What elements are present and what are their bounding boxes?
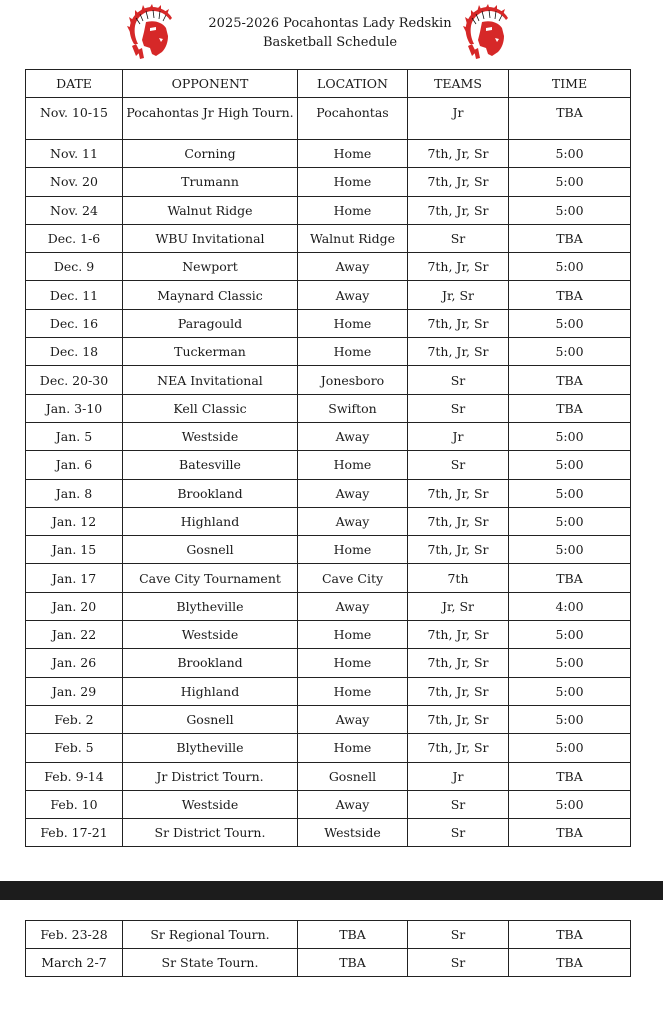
table-row [26, 762, 631, 790]
time-cell: TBA [509, 819, 631, 847]
time-cell: 5:00 [509, 705, 631, 733]
location-cell: Away [298, 422, 408, 450]
table-row [26, 790, 631, 818]
opponent-cell: Jr District Tourn. [123, 762, 298, 790]
teams-cell: Sr [408, 819, 509, 847]
date-cell: Jan. 3-10 [26, 394, 123, 422]
time-cell: 5:00 [509, 196, 631, 224]
time-cell: 4:00 [509, 592, 631, 620]
teams-cell: 7th, Jr, Sr [408, 309, 509, 337]
location-cell: Home [298, 677, 408, 705]
opponent-cell: Sr Regional Tourn. [123, 921, 298, 949]
table-row [26, 621, 631, 649]
opponent-cell: Kell Classic [123, 394, 298, 422]
date-cell: Jan. 12 [26, 507, 123, 535]
teams-cell: 7th, Jr, Sr [408, 734, 509, 762]
table-row [26, 949, 631, 977]
time-cell: TBA [509, 762, 631, 790]
time-cell: 5:00 [509, 536, 631, 564]
teams-cell: 7th, Jr, Sr [408, 140, 509, 168]
opponent-cell: Westside [123, 422, 298, 450]
opponent-cell: NEA Invitational [123, 366, 298, 394]
location-cell: Away [298, 253, 408, 281]
location-cell: Swifton [298, 394, 408, 422]
section-divider-band [0, 881, 663, 900]
location-cell: Home [298, 168, 408, 196]
table-row [26, 224, 631, 252]
table-row [26, 479, 631, 507]
opponent-cell: WBU Invitational [123, 224, 298, 252]
date-cell: Nov. 11 [26, 140, 123, 168]
table-row [26, 196, 631, 224]
time-cell: 5:00 [509, 621, 631, 649]
teams-cell: 7th, Jr, Sr [408, 649, 509, 677]
opponent-cell: Highland [123, 677, 298, 705]
date-cell: Jan. 17 [26, 564, 123, 592]
table-row [26, 281, 631, 309]
table-row [26, 536, 631, 564]
opponent-cell: Corning [123, 140, 298, 168]
location-cell: Away [298, 592, 408, 620]
teams-cell: Jr [408, 422, 509, 450]
location-cell: Home [298, 649, 408, 677]
date-cell: Dec. 20-30 [26, 366, 123, 394]
page-header [0, 0, 663, 66]
table-row [26, 734, 631, 762]
table-row [26, 705, 631, 733]
location-cell: TBA [298, 949, 408, 977]
teams-cell: Sr [408, 224, 509, 252]
teams-cell: 7th, Jr, Sr [408, 479, 509, 507]
teams-cell: Jr [408, 98, 509, 140]
title-line-1: 2025-2026 Pocahontas Lady Redskin [208, 16, 452, 31]
date-cell: Jan. 6 [26, 451, 123, 479]
opponent-cell: Walnut Ridge [123, 196, 298, 224]
time-cell: 5:00 [509, 790, 631, 818]
teams-cell: Jr, Sr [408, 592, 509, 620]
table-row [26, 309, 631, 337]
redskin-headdress-logo-icon [126, 4, 182, 60]
table-row [26, 507, 631, 535]
location-cell: Westside [298, 819, 408, 847]
opponent-cell: Gosnell [123, 536, 298, 564]
date-cell: Jan. 15 [26, 536, 123, 564]
location-cell: Walnut Ridge [298, 224, 408, 252]
table-row [26, 422, 631, 450]
time-cell: TBA [509, 366, 631, 394]
date-cell: Nov. 20 [26, 168, 123, 196]
location-cell: Away [298, 790, 408, 818]
location-cell: Away [298, 705, 408, 733]
table-row [26, 649, 631, 677]
opponent-cell: Sr State Tourn. [123, 949, 298, 977]
table-row [26, 168, 631, 196]
table-row [26, 366, 631, 394]
opponent-cell: Highland [123, 507, 298, 535]
table-row [26, 677, 631, 705]
teams-cell: 7th, Jr, Sr [408, 196, 509, 224]
time-cell: TBA [509, 921, 631, 949]
date-cell: Dec. 1-6 [26, 224, 123, 252]
date-cell: Dec. 16 [26, 309, 123, 337]
date-cell: Feb. 23-28 [26, 921, 123, 949]
time-cell: 5:00 [509, 309, 631, 337]
date-cell: Jan. 26 [26, 649, 123, 677]
teams-cell: Sr [408, 921, 509, 949]
column-header-location: LOCATION [298, 70, 408, 98]
opponent-cell: Blytheville [123, 592, 298, 620]
location-cell: Pocahontas [298, 98, 408, 140]
postseason-table [25, 920, 631, 977]
teams-cell: 7th, Jr, Sr [408, 677, 509, 705]
location-cell: Jonesboro [298, 366, 408, 394]
opponent-cell: Brookland [123, 649, 298, 677]
opponent-cell: Newport [123, 253, 298, 281]
opponent-cell: Brookland [123, 479, 298, 507]
schedule-title [180, 14, 480, 52]
time-cell: 5:00 [509, 479, 631, 507]
opponent-cell: Pocahontas Jr High Tourn. [123, 98, 298, 140]
date-cell: Nov. 10-15 [26, 98, 123, 140]
date-cell: Nov. 24 [26, 196, 123, 224]
date-cell: Feb. 5 [26, 734, 123, 762]
teams-cell: Sr [408, 394, 509, 422]
table-row [26, 338, 631, 366]
time-cell: 5:00 [509, 168, 631, 196]
date-cell: March 2-7 [26, 949, 123, 977]
time-cell: TBA [509, 224, 631, 252]
teams-cell: 7th, Jr, Sr [408, 338, 509, 366]
opponent-cell: Batesville [123, 451, 298, 479]
time-cell: 5:00 [509, 140, 631, 168]
teams-cell: Jr [408, 762, 509, 790]
table-row [26, 592, 631, 620]
table-row [26, 451, 631, 479]
time-cell: 5:00 [509, 677, 631, 705]
date-cell: Feb. 10 [26, 790, 123, 818]
table-row [26, 140, 631, 168]
column-header-teams: TEAMS [408, 70, 509, 98]
location-cell: TBA [298, 921, 408, 949]
teams-cell: 7th, Jr, Sr [408, 168, 509, 196]
opponent-cell: Trumann [123, 168, 298, 196]
teams-cell: Sr [408, 451, 509, 479]
location-cell: Home [298, 309, 408, 337]
opponent-cell: Gosnell [123, 705, 298, 733]
location-cell: Away [298, 479, 408, 507]
opponent-cell: Blytheville [123, 734, 298, 762]
opponent-cell: Cave City Tournament [123, 564, 298, 592]
date-cell: Feb. 9-14 [26, 762, 123, 790]
time-cell: 5:00 [509, 649, 631, 677]
date-cell: Jan. 29 [26, 677, 123, 705]
date-cell: Jan. 20 [26, 592, 123, 620]
table-row [26, 564, 631, 592]
date-cell: Jan. 5 [26, 422, 123, 450]
teams-cell: 7th, Jr, Sr [408, 705, 509, 733]
teams-cell: 7th, Jr, Sr [408, 536, 509, 564]
time-cell: 5:00 [509, 422, 631, 450]
schedule-table [25, 69, 631, 847]
location-cell: Home [298, 734, 408, 762]
time-cell: 5:00 [509, 507, 631, 535]
table-row [26, 394, 631, 422]
opponent-cell: Sr District Tourn. [123, 819, 298, 847]
location-cell: Home [298, 536, 408, 564]
column-header-time: TIME [509, 70, 631, 98]
table-row [26, 921, 631, 949]
opponent-cell: Tuckerman [123, 338, 298, 366]
time-cell: 5:00 [509, 734, 631, 762]
location-cell: Home [298, 338, 408, 366]
location-cell: Home [298, 621, 408, 649]
title-line-2: Basketball Schedule [262, 35, 398, 50]
teams-cell: 7th, Jr, Sr [408, 253, 509, 281]
date-cell: Dec. 18 [26, 338, 123, 366]
date-cell: Jan. 8 [26, 479, 123, 507]
table-row [26, 253, 631, 281]
teams-cell: Sr [408, 790, 509, 818]
opponent-cell: Westside [123, 621, 298, 649]
date-cell: Jan. 22 [26, 621, 123, 649]
column-header-date: DATE [26, 70, 123, 98]
location-cell: Home [298, 140, 408, 168]
location-cell: Home [298, 196, 408, 224]
table-row [26, 98, 631, 140]
location-cell: Cave City [298, 564, 408, 592]
location-cell: Away [298, 281, 408, 309]
location-cell: Away [298, 507, 408, 535]
time-cell: 5:00 [509, 338, 631, 366]
column-header-opponent: OPPONENT [123, 70, 298, 98]
table-header-row [26, 70, 631, 98]
teams-cell: 7th, Jr, Sr [408, 621, 509, 649]
time-cell: TBA [509, 98, 631, 140]
time-cell: TBA [509, 949, 631, 977]
teams-cell: Jr, Sr [408, 281, 509, 309]
location-cell: Gosnell [298, 762, 408, 790]
date-cell: Feb. 17-21 [26, 819, 123, 847]
opponent-cell: Paragould [123, 309, 298, 337]
date-cell: Dec. 9 [26, 253, 123, 281]
time-cell: 5:00 [509, 253, 631, 281]
teams-cell: Sr [408, 366, 509, 394]
time-cell: TBA [509, 564, 631, 592]
date-cell: Feb. 2 [26, 705, 123, 733]
teams-cell: 7th, Jr, Sr [408, 507, 509, 535]
teams-cell: Sr [408, 949, 509, 977]
redskin-headdress-logo-icon [462, 4, 518, 60]
opponent-cell: Westside [123, 790, 298, 818]
time-cell: TBA [509, 281, 631, 309]
table-row [26, 819, 631, 847]
time-cell: TBA [509, 394, 631, 422]
time-cell: 5:00 [509, 451, 631, 479]
location-cell: Home [298, 451, 408, 479]
date-cell: Dec. 11 [26, 281, 123, 309]
opponent-cell: Maynard Classic [123, 281, 298, 309]
teams-cell: 7th [408, 564, 509, 592]
